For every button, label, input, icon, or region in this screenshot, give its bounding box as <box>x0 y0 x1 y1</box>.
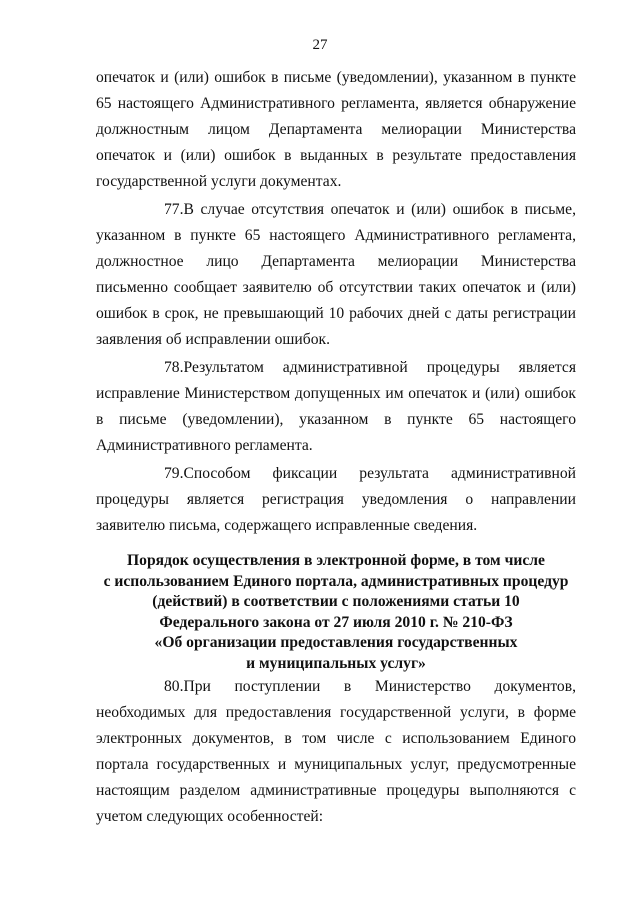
section-heading-line: с использованием Единого портала, административных процедур <box>103 572 569 590</box>
paragraph-79-text: Способом фиксации результата административной процедуры является регистрация уведомления о направлении заявителю письма, содержащего исправленные сведения. <box>96 465 576 534</box>
paragraph-80-text: При поступлении в Министерство документов, необходимых для предоставления государственной услуги, в форме электронных документов, в том числе с использованием Единого портала государственных и муниципальных услуг, предусмотренные настоящим разделом административные процедуры выполняются с учетом следующих особенностей: <box>96 678 576 825</box>
section-heading-line: (действий) в соответствии с положениями статьи 10 <box>152 593 520 611</box>
paragraph-80-number: 80. <box>164 678 184 695</box>
paragraph-78-number: 78. <box>164 359 184 376</box>
page-number: 27 <box>312 37 328 53</box>
section-heading-line: Порядок осуществления в электронной форме, в том числе <box>127 552 545 569</box>
section-heading <box>90 551 582 675</box>
text-block-lower <box>96 674 576 830</box>
section-heading-line: и муниципальных услуг» <box>246 654 426 672</box>
text-block-upper <box>96 65 576 539</box>
paragraph-80 <box>96 674 576 830</box>
paragraph-78 <box>96 355 576 459</box>
paragraph-77-number: 77. <box>164 201 184 218</box>
paragraph-79-number: 79. <box>164 465 184 482</box>
paragraph-77 <box>96 197 576 353</box>
section-heading-line: «Об организации предоставления государственных <box>154 634 518 652</box>
paragraph-78-text: Результатом административной процедуры является исправление Министерством допущенных им опечаток и (или) ошибок в письме (уведомлении), указанном в пункте 65 настоящего Административного регламента. <box>96 359 576 454</box>
paragraph-79 <box>96 461 576 539</box>
continuation-paragraph: опечаток и (или) ошибок в письме (уведомлении), указанном в пункте 65 настоящего Административного регламента, является обнаружение должностным лицом Департамента мелиорации Министерства опечаток и (или) ошибок в выданных в результате предоставления государственной услуги документах. <box>96 69 576 190</box>
section-heading-line: Федерального закона от 27 июля 2010 г. № 210-ФЗ <box>159 613 513 631</box>
paragraph-77-text: В случае отсутствия опечаток и (или) ошибок в письме, указанном в пункте 65 настоящего Административного регламента, должностное лицо Департамента мелиорации Министерства письменно сообщает заявителю об отсутствии таких опечаток и (или) ошибок в срок, не превышающий 10 рабочих дней с даты регистрации заявления об исправлении ошибок. <box>96 201 576 348</box>
